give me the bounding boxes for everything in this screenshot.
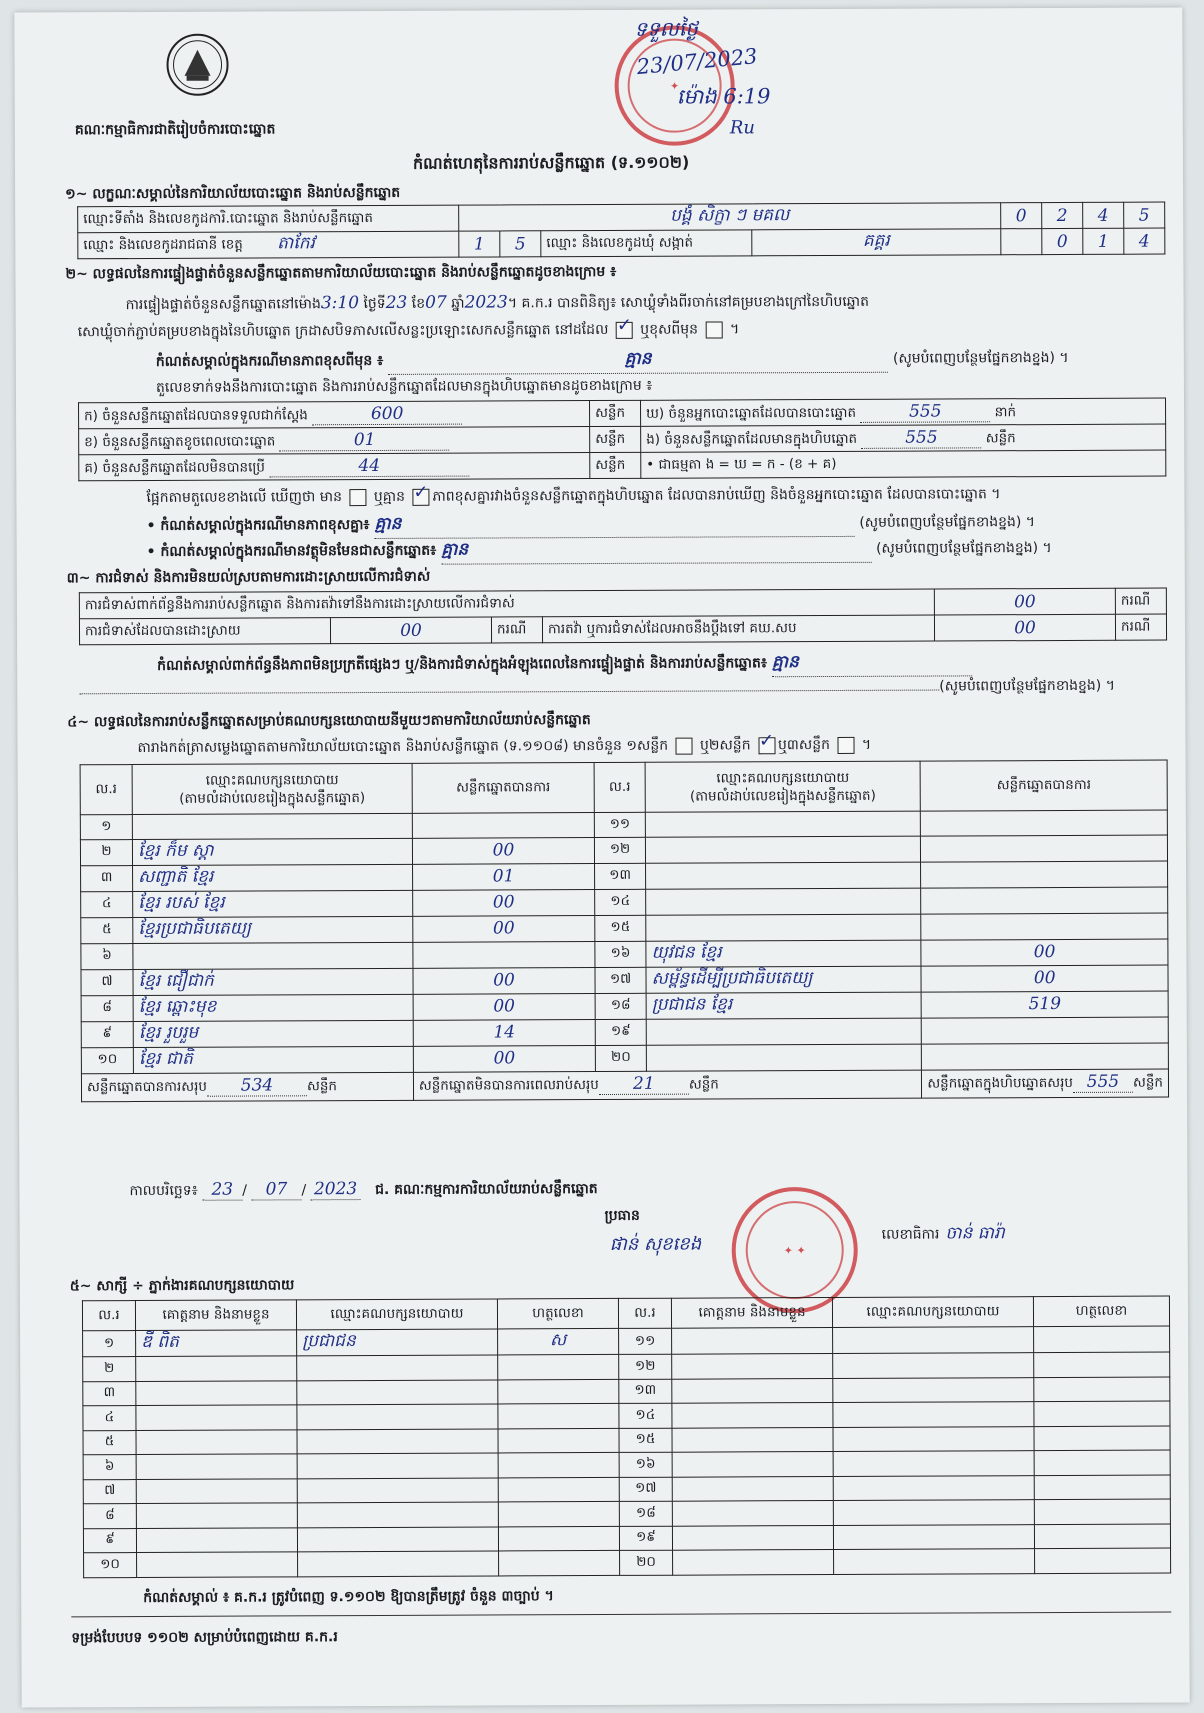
witness-signature: ស [498, 1328, 619, 1355]
row-number: ៧ [83, 1479, 136, 1504]
col-header: ឈ្មោះគណបក្សនយោបាយ [296, 1299, 497, 1330]
voters-voted: ឃ) ចំនួនអ្នកបោះឆ្នោតដែលបានបោះឆ្នោត 555 នាក់ [641, 398, 1166, 426]
witness-signature [498, 1428, 619, 1453]
location-value: បង្គំ សិក្ខា ៗ មគល [459, 203, 1001, 231]
location-code-digit: 2 [1042, 202, 1083, 228]
row-number: ៨ [81, 995, 133, 1021]
party-name: ខ្មែរ រួបរួម [133, 1020, 413, 1047]
party-name [646, 888, 921, 915]
row-number: ១២ [595, 837, 646, 863]
section4-title: ៤~ លទ្ធផលនៃការរាប់សន្លឹកឆ្នោតសម្រាប់គណបក្សនយោបាយនីមួយៗតាមការិយាល័យរាប់សន្លឹកឆ្នោត [67, 712, 591, 731]
witness-name [672, 1476, 833, 1501]
witness-name [136, 1429, 297, 1454]
three-sheets-checkbox[interactable] [837, 736, 854, 753]
irregularity-note: កំណត់សម្គាល់ពាក់ព័ន្ធនឹងភាពមិនប្រក្រតីផ្សេងៗ ឬ/និងការជំទាស់ក្នុងអំឡុងពេលនៃការផ្ទៀងផ្ទាត់ និងការរាប់សន្លឹកឆ្នោត៖ គ្មាន [157, 650, 972, 680]
commune-code-digit: 0 [1042, 228, 1083, 254]
no-difference-checkbox[interactable] [412, 488, 429, 505]
results-table [80, 760, 1169, 1102]
section1-table [77, 202, 1165, 260]
witness-signature [498, 1501, 619, 1526]
row-number: ១៥ [619, 1428, 672, 1453]
witness-table [82, 1296, 1171, 1578]
total-valid: សន្លឹកឆ្នោតបានការសរុប 534 សន្លឹក [81, 1072, 413, 1101]
witness-name [672, 1353, 833, 1378]
witness-signature [1034, 1326, 1170, 1353]
party-votes: 00 [413, 993, 595, 1020]
party-votes [921, 810, 1168, 836]
witness-signature [498, 1403, 619, 1428]
section3-title: ៣~ ការជំទាស់ និងការមិនយល់ស្របតាមការដោះស្រាយលើការជំទាស់ [66, 568, 431, 587]
row-number: ៤ [83, 1406, 136, 1431]
witness-party [297, 1379, 498, 1404]
form-title: កំណត់ហេតុនៃការរាប់សន្លឹកឆ្នោត (ទ.១១០២) [412, 152, 690, 173]
receipt-date: 23/07/2023 [635, 44, 759, 80]
party-name: សញ្ជាតិ ខ្មែរ [133, 864, 413, 891]
witness-party [297, 1355, 498, 1380]
unit: សន្លឹក [590, 426, 641, 452]
col-header: ហត្ថលេខា [497, 1298, 618, 1329]
row-number: ៤ [81, 891, 133, 917]
party-votes [922, 1017, 1169, 1044]
party-votes: 01 [412, 863, 594, 890]
party-name: យុវជន ខ្មែរ [646, 940, 921, 967]
witness-party [833, 1500, 1034, 1525]
has-difference-checkbox[interactable] [349, 489, 366, 506]
witness-name [136, 1503, 297, 1528]
discrepancy-line: ផ្អែកតាមតួលេខខាងលើ ឃើញថា មាន ឬគ្មាន ✓ ភាពខុសគ្នារវាងចំនួនសន្លឹកឆ្នោតក្នុងហិបឆ្នោត ដែលបានរាប់ឃើញ និងចំនួនអ្នកបោះឆ្នោត ដែលបានបោះឆ្នោត ។ [146, 484, 1000, 509]
witness-signature [499, 1550, 620, 1575]
witness-signature [1034, 1426, 1170, 1451]
witness-signature [498, 1452, 619, 1477]
party-name [645, 836, 920, 863]
row-number: ១៦ [595, 941, 646, 967]
difference-note: កំណត់សម្គាល់ក្នុងករណីមានភាពខុសពីមុន ៖ គ្មាន (សូមបំពេញបន្ថែមផ្នែកខាងខ្នង) ។ [156, 346, 1069, 376]
party-votes [412, 813, 594, 838]
appeal-label: ការតវ៉ា ឬការជំទាស់ដែលអាចនឹងប្តឹងទៅ គឃ.សប [542, 615, 934, 643]
unchanged-checkbox[interactable] [616, 321, 633, 338]
witness-party [297, 1404, 498, 1429]
receipt-time: ម៉ោង 6:19 [676, 84, 771, 109]
witness-signature [1034, 1377, 1170, 1402]
row-number: ១៣ [619, 1379, 672, 1404]
party-votes: 00 [413, 967, 595, 994]
witness-party [297, 1453, 498, 1478]
witness-name [672, 1327, 833, 1354]
witness-name [672, 1378, 833, 1403]
row-number: ១៨ [595, 993, 646, 1019]
chairman-label: ប្រធាន [604, 1207, 640, 1224]
row-number: ៩ [83, 1528, 136, 1553]
witness-party [833, 1327, 1034, 1354]
col-header: ឈ្មោះគណបក្សនយោបាយ (តាមលំដាប់លេខរៀងក្នុងសន្លឹកឆ្នោត) [132, 763, 412, 814]
footer-rule [71, 1612, 1171, 1618]
row-number: ៥ [81, 917, 133, 943]
section2-title: ២~ លទ្ធផលនៃការផ្ទៀងផ្ទាត់ចំនួនសន្លឹកឆ្នោតតាមការិយាល័យបោះឆ្នោត និងរាប់សន្លឹកឆ្នោតដូចខាងក្រោម ៖ [65, 263, 617, 283]
witness-name [673, 1549, 834, 1574]
verification-line-2: សោឃ្លុំចាក់ភ្ជាប់គម្របខាងក្នុងនៃហិបឆ្នោត ក្រដាសបិទភាសលើសន្លះប្រឡោះសេកសន្លឹកឆ្នោត នៅដដែល ✓ ឬខុសពីមុន ។ [78, 319, 740, 343]
office-stamp: ✦ ✦ [731, 1187, 858, 1314]
witness-party [833, 1524, 1034, 1549]
row-number: ១៧ [595, 967, 646, 993]
appeal-count: 00 [934, 614, 1115, 641]
party-votes: 14 [413, 1019, 595, 1046]
witness-name [136, 1527, 297, 1552]
received-ballots: ក) ចំនួនសន្លឹកឆ្នោតដែលបានទទួលជាក់ស្តែង 600 [79, 401, 590, 429]
one-sheet-checkbox[interactable] [675, 737, 692, 754]
formula: • ជាធម្មតា ង = ឃ = ក - (ខ + គ) [641, 450, 1166, 478]
col-header: ល.រ [618, 1298, 671, 1328]
party-name [646, 862, 921, 889]
party-name: ខ្មែរ ជឿជាក់ [133, 968, 413, 995]
witness-party [297, 1502, 498, 1527]
row-number: ២ [83, 1357, 136, 1382]
witness-signature [498, 1526, 619, 1551]
witness-party [833, 1426, 1034, 1451]
party-votes [921, 861, 1168, 888]
witness-signature [1034, 1352, 1170, 1377]
final-note: កំណត់សម្គាល់ ៖ គ.ក.រ ត្រូវបំពេញ ទ.១១០២ ឱ្យបានត្រឹមត្រូវ ចំនួន ៣ច្បាប់ ។ [143, 1588, 554, 1607]
col-header: ឈ្មោះគណបក្សនយោបាយ [832, 1297, 1033, 1328]
witness-name [136, 1478, 297, 1503]
party-votes [921, 913, 1168, 940]
row-number: ១៣ [595, 863, 646, 889]
row-number: ៧ [81, 969, 133, 995]
party-name: សម្ព័ន្ធដើម្បីប្រជាធិបតេយ្យ [646, 966, 921, 993]
unit: សន្លឹក [590, 400, 641, 426]
row-number: ៦ [83, 1455, 136, 1480]
total-in-box: សន្លឹកឆ្នោតក្នុងហិបឆ្នោតសរុប 555 សន្លឹក [922, 1069, 1169, 1098]
party-name [645, 811, 920, 837]
witness-party [833, 1377, 1034, 1402]
col-header: ល.រ [80, 765, 132, 815]
irregularity-hint: (សូមបំពេញបន្ថែមផ្នែកខាងខ្នង) ។ [79, 676, 1115, 702]
location-code-digit: 5 [1124, 202, 1165, 228]
witness-name: ឌី ពិត [136, 1330, 297, 1357]
province-code-digit: 5 [500, 231, 541, 257]
form-sheet [14, 7, 1189, 1707]
col-header: ហត្ថលេខា [1033, 1296, 1169, 1327]
row-number: ១៥ [595, 915, 646, 941]
row-number: ១១ [594, 812, 645, 837]
party-votes [413, 941, 595, 968]
chairman-signature: ផាន់ សុខខេង [609, 1233, 702, 1255]
receipt-signature: Ru [729, 117, 756, 139]
date-line: កាលបរិច្ឆេទ៖ 23 / 07 / 2023 ជ. គណៈកម្មការការិយាល័យរាប់សន្លឹកឆ្នោត [129, 1179, 598, 1200]
row-number: ៣ [81, 865, 133, 891]
unit: ករណី [1115, 614, 1166, 640]
row-number: ១៩ [619, 1526, 672, 1551]
receipt-stamp: ✦ [614, 25, 735, 146]
row-number: ១២ [619, 1354, 672, 1379]
row-number: ១៤ [619, 1403, 672, 1428]
row-number: ១៩ [595, 1019, 646, 1045]
complaints-table [79, 588, 1167, 646]
party-votes: 00 [921, 939, 1168, 966]
commune-label: ឈ្មោះ និងលេខកូដឃុំ សង្កាត់ [541, 230, 752, 257]
tally-sheets-line: តារាងកត់ត្រាសម្លេងឆ្នោតតាមការិយាល័យបោះឆ្នោត និងរាប់សន្លឹកឆ្នោត (ទ.១១០៨) មានចំនួន ១សន្លឹក ឬ២សន្លឹក ✓ ឬ៣សន្លឹក ។ [137, 735, 871, 759]
location-code-digit: 4 [1083, 202, 1124, 228]
witness-name [672, 1402, 833, 1427]
org-name: គណៈកម្មាធិការជាតិរៀបចំការបោះឆ្នោត [74, 121, 276, 139]
party-name [646, 914, 921, 941]
party-name [132, 813, 412, 839]
party-name [646, 1044, 921, 1071]
party-votes: 00 [413, 1045, 595, 1072]
bullet-difference: • កំណត់សម្គាល់ក្នុងករណីមានភាពខុសគ្នា៖ គ្មាន (សូមបំពេញបន្ថែមផ្នែកខាងខ្នង) ។ [146, 510, 1035, 540]
party-name: ខ្មែរប្រជាធិបតេយ្យ [133, 916, 413, 943]
unit: សន្លឹក [590, 452, 641, 478]
party-name: ខ្មែរ របស់ ខ្មែរ [133, 890, 413, 917]
commune-code-digit: 1 [1083, 228, 1124, 254]
bullet-nonballot: • កំណត់សម្គាល់ក្នុងករណីមានវត្ថុមិនមែនជាសន្លឹកឆ្នោត៖ គ្មាន (សូមបំពេញបន្ថែមផ្នែកខាងខ្នង) ។ [147, 536, 1052, 566]
col-header: ល.រ [594, 762, 645, 812]
party-votes [921, 835, 1168, 862]
verification-line-1: ការផ្ទៀងផ្ទាត់ចំនួនសន្លឹកឆ្នោតនៅម៉ោង3:10 ថ្ងៃទី23 ខែ07 ឆ្នាំ2023។ គ.ក.រ បានពិនិត្យ៖ សោឃ្លុំទាំងពីរចាក់នៅគម្របខាងក្រៅនៃហិបឆ្នោត [125, 292, 870, 314]
party-name: ខ្មែរ ជាតិ [133, 1046, 413, 1073]
complaints-label: ការជំទាស់ពាក់ព័ន្ធនឹងការរាប់សន្លឹកឆ្នោត និងការតវ៉ាទៅនឹងការដោះស្រាយលើការជំទាស់ [79, 589, 934, 619]
location-code-digit: 0 [1001, 203, 1042, 229]
col-header: គោត្តនាម និងនាមខ្លួន [135, 1300, 296, 1331]
row-number: ១៨ [619, 1501, 672, 1526]
witness-signature [1035, 1548, 1171, 1573]
changed-checkbox[interactable] [705, 321, 722, 338]
row-number: ២០ [595, 1045, 646, 1071]
witness-party [297, 1526, 498, 1551]
row-number: ២ [80, 839, 132, 865]
witness-party [833, 1353, 1034, 1378]
witness-name [672, 1451, 833, 1476]
secretary-line: លេខាធិការ ចាន់ ធារ៉ា [881, 1223, 1005, 1244]
figures-table [78, 398, 1166, 482]
witness-name [137, 1552, 298, 1577]
row-number: ១ [83, 1331, 136, 1357]
witness-signature [498, 1477, 619, 1502]
row-number: ៦ [81, 943, 133, 969]
row-number: ១១ [619, 1328, 672, 1354]
witness-signature [498, 1354, 619, 1379]
witness-party [297, 1477, 498, 1502]
col-header: ល.រ [82, 1301, 135, 1331]
commune-value: គគ្គរ [752, 229, 1001, 256]
party-name [133, 942, 413, 969]
row-number: ១៤ [595, 889, 646, 915]
section5-title: ៥~ សាក្សី ÷ ភ្នាក់ងារគណបក្សនយោបាយ [69, 1277, 295, 1295]
witness-party: ប្រជាជន [297, 1329, 498, 1356]
commune-code-digit: 4 [1124, 228, 1165, 254]
witness-name [136, 1405, 297, 1430]
witness-name [136, 1380, 297, 1405]
col-header: ឈ្មោះគណបក្សនយោបាយ (តាមលំដាប់លេខរៀងក្នុងសន្លឹកឆ្នោត) [645, 761, 920, 812]
row-number: ១០ [81, 1047, 133, 1073]
party-votes: 00 [413, 915, 595, 942]
footer-text: ទម្រង់បែបបទ ១១០២ សម្រាប់បំពេញដោយ គ.ក.រ [71, 1629, 338, 1647]
province-value: តាកែវ [277, 233, 315, 254]
col-header: គោត្តនាម និងនាមខ្លួន [671, 1297, 832, 1328]
unused-ballots: គ) ចំនួនសន្លឹកឆ្នោតដែលមិនបានប្រើ 44 [79, 453, 590, 481]
table-row [84, 1548, 1171, 1577]
total-invalid: សន្លឹកឆ្នោតមិនបានការពេលរាប់សរុប 21 សន្លឹក [413, 1070, 922, 1100]
row-number: ១៦ [619, 1452, 672, 1477]
party-name [646, 1018, 921, 1045]
party-votes: 519 [921, 991, 1168, 1018]
col-header: សន្លឹកឆ្នោតបានការ [920, 760, 1167, 811]
section1-title: ១~ លក្ខណៈសម្គាល់នៃការិយាល័យបោះឆ្នោត និងរាប់សន្លឹកឆ្នោត [65, 184, 401, 203]
row-number: ៩ [81, 1021, 133, 1047]
witness-signature [1034, 1401, 1170, 1426]
resolved-count: 00 [330, 617, 491, 644]
two-sheets-checkbox[interactable] [758, 737, 775, 754]
witness-party [833, 1402, 1034, 1427]
province-label: ឈ្មោះ និងលេខកូដរាជធានី ខេត្ត តាកែវ [78, 231, 459, 259]
party-votes: 00 [921, 965, 1168, 992]
witness-party [297, 1428, 498, 1453]
province-code-digit: 1 [459, 231, 500, 257]
col-header: សន្លឹកឆ្នោតបានការ [412, 763, 594, 814]
party-votes [921, 887, 1168, 914]
row-number: ៥ [83, 1430, 136, 1455]
complaints-count: 00 [934, 588, 1115, 615]
row-number: ៣ [83, 1381, 136, 1406]
unit: ករណី [1115, 588, 1166, 614]
witness-signature [498, 1379, 619, 1404]
location-label: ឈ្មោះទីតាំង និងលេខកូដការិ.បោះឆ្នោត និងរាប់សន្លឹកឆ្នោត [78, 205, 459, 233]
witness-party [298, 1551, 499, 1576]
resolved-label: ការជំទាស់ដែលបានដោះស្រាយ [79, 618, 330, 645]
party-votes [922, 1043, 1169, 1070]
witness-signature [1034, 1450, 1170, 1475]
party-name: ខ្មែរ ក៏ម ស្តា [132, 838, 412, 865]
party-name: ខ្មែរ ឆ្ពោះមុខ [133, 994, 413, 1021]
witness-party [833, 1451, 1034, 1476]
witness-party [834, 1549, 1035, 1574]
witness-name [672, 1525, 833, 1550]
witness-name [136, 1356, 297, 1381]
row-number: ២០ [620, 1550, 673, 1575]
party-name: ប្រជាជន ខ្មែរ [646, 992, 921, 1019]
witness-name [672, 1500, 833, 1525]
witness-signature [1034, 1499, 1170, 1524]
row-number: ៨ [83, 1504, 136, 1529]
nec-emblem-icon [164, 32, 230, 98]
party-votes: 00 [412, 837, 594, 864]
spoiled-ballots: ខ) ចំនួនសន្លឹកឆ្នោតខូចពេលបោះឆ្នោត 01 [79, 427, 590, 455]
row-number: ១ [80, 815, 132, 840]
row-number: ១០ [84, 1553, 137, 1578]
witness-name [672, 1427, 833, 1452]
receipt-label: ទទួលថ្ងៃ [634, 16, 698, 41]
party-votes: 00 [413, 889, 595, 916]
figures-intro: តួលេខទាក់ទងនឹងការបោះឆ្នោត និងការរាប់សន្លឹកឆ្នោតដែលមានក្នុងហិបឆ្នោតមានដូចខាងក្រោម ៖ [155, 377, 653, 396]
witness-party [833, 1475, 1034, 1500]
witness-signature [1034, 1475, 1170, 1500]
row-number: ១៧ [619, 1477, 672, 1502]
ballots-in-box: ង) ចំនួនសន្លឹកឆ្នោតដែលមានក្នុងហិបឆ្នោត 555 សន្លឹក [641, 424, 1166, 452]
witness-signature [1034, 1524, 1170, 1549]
unit: ករណី [491, 617, 542, 643]
witness-name [136, 1454, 297, 1479]
